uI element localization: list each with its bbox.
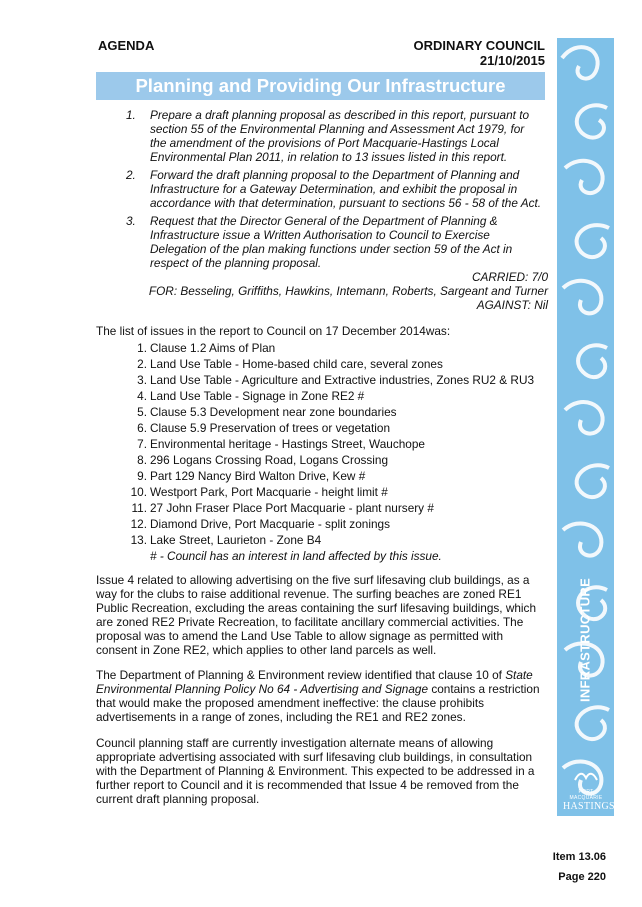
item-number: Item 13.06	[552, 851, 606, 863]
carried-result: CARRIED: 7/0	[471, 270, 548, 284]
issue-text: Westport Park, Port Macquarie - height limit #	[150, 485, 388, 499]
issue-text: Land Use Table - Signage in Zone RE2 #	[150, 389, 365, 403]
paragraph-issue4	[96, 573, 550, 657]
paragraph-line: consent in Zone RE2, which applies to other land parcels as well.	[96, 643, 437, 657]
resolution-line: accordance with that determination, pursuant to sections 56 - 58 of the Act.	[150, 196, 542, 210]
vote-for: FOR: Besseling, Griffiths, Hawkins, Intemann, Roberts, Sargeant and Turner	[148, 284, 548, 298]
meeting-name: ORDINARY COUNCIL	[413, 38, 545, 53]
issue-text: 27 John Fraser Place Port Macquarie - plant nursery #	[150, 501, 434, 515]
paragraph-staff-investigation	[96, 736, 550, 806]
issue-item	[96, 453, 548, 469]
resolution-list	[96, 108, 548, 338]
issue-item	[96, 357, 548, 373]
resolution-line: Prepare a draft planning proposal as described in this report, pursuant to	[150, 108, 530, 122]
issue-item	[96, 517, 548, 533]
paragraph-line: current draft planning proposal.	[96, 792, 260, 806]
logo-large-text: HASTINGS	[563, 801, 615, 812]
paragraph-line: further report to Council and it is recommended that Issue 4 be removed from the	[96, 778, 519, 792]
issue-number: 5.	[137, 405, 147, 419]
issue-text: Part 129 Nancy Bird Walton Drive, Kew #	[150, 469, 366, 483]
issue-text: Land Use Table - Home-based child care, several zones	[150, 357, 443, 371]
issue-text: Lake Street, Laurieton - Zone B4	[150, 533, 322, 547]
policy-name: Environmental Planning Policy No 64 - Advertising and Signage	[96, 682, 429, 696]
resolution-line: the amendment of the provisions of Port Macquarie-Hastings Local	[150, 136, 499, 150]
issue-number: 1.	[137, 341, 147, 355]
issue-number: 11.	[131, 501, 147, 515]
issue-number: 9.	[137, 469, 147, 483]
paragraph-text: The Department of Planning & Environment review identified that clause 10 of	[96, 668, 506, 682]
resolution-number: 3.	[126, 214, 136, 228]
resolution-line: section 55 of the Environmental Planning and Assessment Act 1979, for	[150, 122, 525, 136]
paragraph-line: that would make the proposed amendment ineffective: the clause prohibits	[96, 696, 485, 710]
issue-item	[96, 389, 548, 405]
resolution-line: respect of the planning proposal.	[150, 256, 322, 270]
issue-item	[96, 437, 548, 453]
resolution-number: 2.	[126, 168, 136, 182]
issue-item	[96, 533, 548, 549]
logo-small-text: PORT MACQUARIE	[569, 789, 603, 801]
meeting-date: 21/10/2015	[479, 53, 545, 68]
issue-item	[96, 373, 548, 389]
issue-text: Clause 5.3 Development near zone boundaries	[150, 405, 397, 419]
resolution-line: Environmental Plan 2011, in relation to 13 issues listed in this report.	[150, 150, 508, 164]
issue-number: 8.	[137, 453, 147, 467]
issue-number: 2.	[137, 357, 147, 371]
issue-note	[96, 549, 548, 565]
issue-note-text: # - Council has an interest in land affected by this issue.	[150, 549, 442, 563]
resolution-line: Request that the Director General of the Department of Planning &	[150, 214, 498, 228]
issue-text: Diamond Drive, Port Macquarie - split zonings	[150, 517, 390, 531]
sidebar-section-label: INFRASTRUCTURE	[577, 577, 593, 703]
resolution-line: Infrastructure for a Gateway Determination, and exhibit the proposal in	[150, 182, 518, 196]
section-banner: Planning and Providing Our Infrastructure	[96, 72, 545, 100]
vote-against: AGAINST: Nil	[476, 298, 548, 312]
paragraph-line: appropriate advertising associated with surf lifesaving club buildings, in consultation	[96, 750, 533, 764]
issues-list	[96, 341, 548, 571]
issue-number: 6.	[137, 421, 147, 435]
resolution-number: 1.	[126, 108, 136, 122]
paragraph-line: Issue 4 related to allowing advertising on the five surf lifesaving club buildings, as a	[96, 573, 530, 587]
resolution-line: Forward the draft planning proposal to the Department of Planning and	[150, 168, 520, 182]
issues-intro: The list of issues in the report to Council on 17 December 2014was:	[96, 324, 451, 338]
issue-item	[96, 469, 548, 485]
issue-text: Environmental heritage - Hastings Street, Wauchope	[150, 437, 425, 451]
agenda-label: AGENDA	[98, 38, 155, 53]
council-logo	[563, 770, 615, 812]
issue-item	[96, 485, 548, 501]
issue-text: Clause 1.2 Aims of Plan	[150, 341, 276, 355]
issue-text: Clause 5.9 Preservation of trees or vegetation	[150, 421, 391, 435]
resolution-line: Infrastructure issue a Written Authorisation to Council to Exercise	[150, 228, 490, 242]
paragraph-line: way for the clubs to raise additional revenue. The surfing beaches are zoned RE1	[96, 587, 522, 601]
paragraph-text: contains a restriction	[428, 682, 540, 696]
paragraph-line: advertisements in a range of zones, including the RE1 and RE2 zones.	[96, 710, 466, 724]
paragraph-line: are zoned RE2 Private Recreation, to facilitate ancillary commercial activities. The	[96, 615, 524, 629]
policy-name-part: State	[505, 668, 533, 682]
issue-item	[96, 341, 548, 357]
issue-number: 13.	[130, 533, 147, 547]
paragraph-line: proposal was to amend the Land Use Table to allow signage as permitted with	[96, 629, 504, 643]
paragraph-line	[96, 668, 550, 682]
page-number: Page 220	[558, 871, 606, 883]
issue-item	[96, 421, 548, 437]
issue-text: 296 Logans Crossing Road, Logans Crossing	[150, 453, 389, 467]
issue-text: Land Use Table - Agriculture and Extractive industries, Zones RU2 & RU3	[150, 373, 535, 387]
paragraph-line: Public Recreation, excluding the areas containing the surf lifesaving buildings, which	[96, 601, 537, 615]
resolution-line: Delegation of the plan making functions under section 59 of the Act in	[150, 242, 513, 256]
paragraph-line	[96, 682, 550, 696]
issue-number: 10.	[130, 485, 147, 499]
paragraph-line: with the Department of Planning & Environment. This expected to be addressed in a	[96, 764, 535, 778]
issue-number: 12.	[130, 517, 147, 531]
meeting-header	[414, 38, 545, 68]
issue-number: 3.	[137, 373, 147, 387]
paragraph-department-review	[96, 668, 550, 724]
issue-number: 7.	[137, 437, 147, 451]
issue-number: 4.	[137, 389, 147, 403]
paragraph-line: Council planning staff are currently investigation alternate means of allowing	[96, 736, 494, 750]
logo-wave-icon	[573, 770, 599, 784]
issue-item	[96, 501, 548, 517]
issue-item	[96, 405, 548, 421]
